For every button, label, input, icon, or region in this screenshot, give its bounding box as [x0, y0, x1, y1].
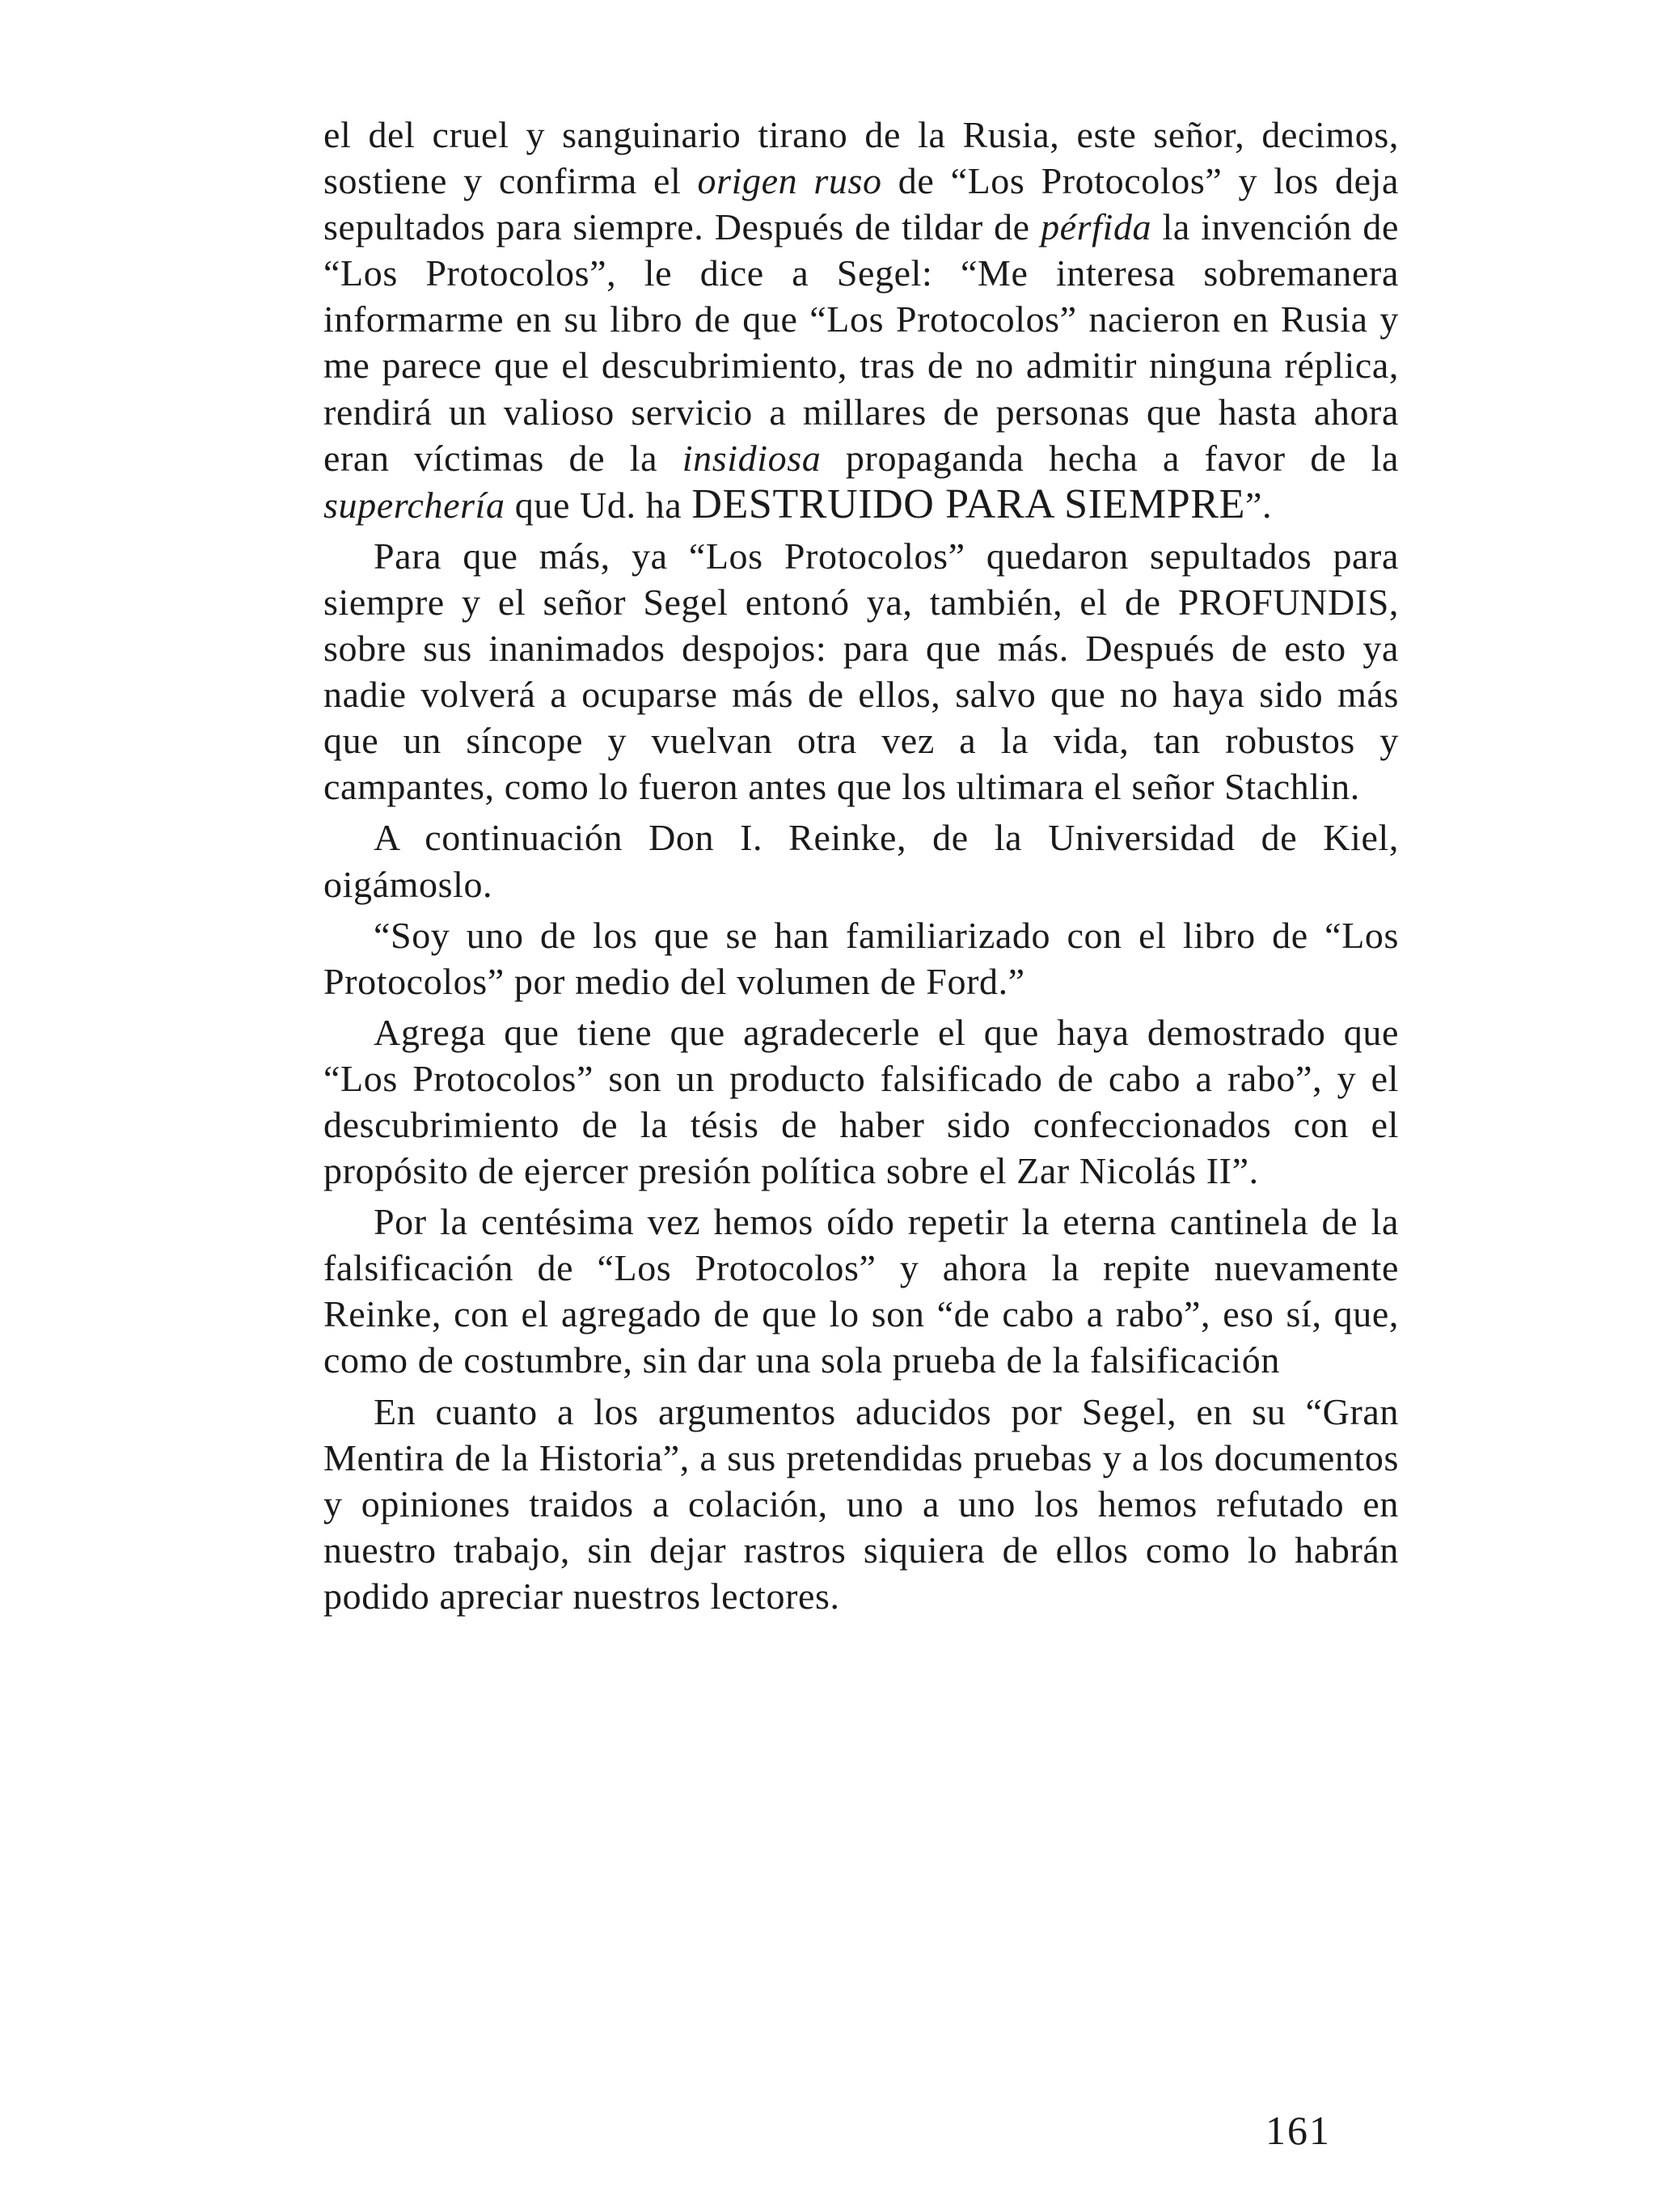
- paragraph: [323, 1199, 1399, 1383]
- italic-text: insidiosa: [682, 437, 822, 479]
- body-text: [323, 112, 1399, 1619]
- paragraph: [323, 112, 1399, 528]
- italic-text: origen ruso: [697, 160, 882, 202]
- paragraph: [323, 1389, 1399, 1619]
- text-run: Por la centésima vez hemos oído repetir la eterna cantinela de la falsificación de “Los Protocolos” y ahora la repite nuevamente Reinke, con el agregado de que lo son “de cabo a rabo”, eso sí, que, como de costumbre, sin dar una sola prueba de la falsificación: [323, 1201, 1399, 1381]
- italic-text: pérfida: [1041, 206, 1152, 248]
- text-run: “Soy uno de los que se han familiarizado con el libro de “Los Protocolos” por medio del volumen de Ford.”: [323, 914, 1399, 1002]
- page-number: 161: [1265, 2108, 1331, 2153]
- text-run: que Ud. ha: [505, 484, 692, 526]
- text-run: ”.: [1244, 484, 1273, 526]
- text-run: de “Los Protocolos” y los deja sepultados para siempre. Después de tildar de: [323, 160, 1399, 248]
- text-run: Agrega que tiene que agradecerle el que haya demostrado que “Los Protocolos” son un producto falsificado de cabo a rabo”, y el descubrimiento de la tésis de haber sido confeccionados con el propósito de ejercer presión política sobre el Zar Nicolás II”.: [323, 1011, 1399, 1192]
- italic-text: superchería: [323, 484, 505, 526]
- text-run: el del cruel y sanguinario tirano de la Rusia, este señor, decimos, sostiene y confirma el: [323, 114, 1399, 202]
- text-run: Para que más, ya “Los Protocolos” quedaron sepultados para siempre y el señor Segel entonó ya, también, el de PROFUNDIS, sobre sus inanimados despojos: para que más. Después de esto ya nadie volverá a ocuparse más de ellos, salvo que no haya sido más que un síncope y vuelvan otra vez a la vida, tan robustos y campantes, como lo fueron antes que los ultimara el señor Stachlin.: [323, 535, 1399, 808]
- text-run: propaganda hecha a favor de la: [821, 437, 1399, 479]
- paragraph: [323, 1009, 1399, 1194]
- emphasized-caps-text: DESTRUIDO PARA SIEMPRE: [691, 480, 1245, 527]
- text-run: la invención de “Los Protocolos”, le dice a Segel: “Me interesa sobremanera informarme en su libro de que “Los Protocolos” nacieron en Rusia y me parece que el descubrimiento, tras de no admitir ninguna réplica, rendirá un valioso servicio a millares de personas que hasta ahora eran víctimas de la: [323, 206, 1400, 479]
- paragraph: [323, 814, 1399, 907]
- paragraph: [323, 533, 1399, 810]
- paragraph: [323, 912, 1399, 1004]
- text-run: A continuación Don I. Reinke, de la Universidad de Kiel, oigámoslo.: [323, 817, 1399, 905]
- text-run: En cuanto a los argumentos aducidos por Segel, en su “Gran Mentira de la Historia”, a sus pretendidas pruebas y a los documentos y opiniones traidos a colación, uno a uno los hemos refutado en nuestro trabajo, sin dejar rastros siquiera de ellos como lo habrán podido apreciar nuestros lectores.: [323, 1390, 1399, 1617]
